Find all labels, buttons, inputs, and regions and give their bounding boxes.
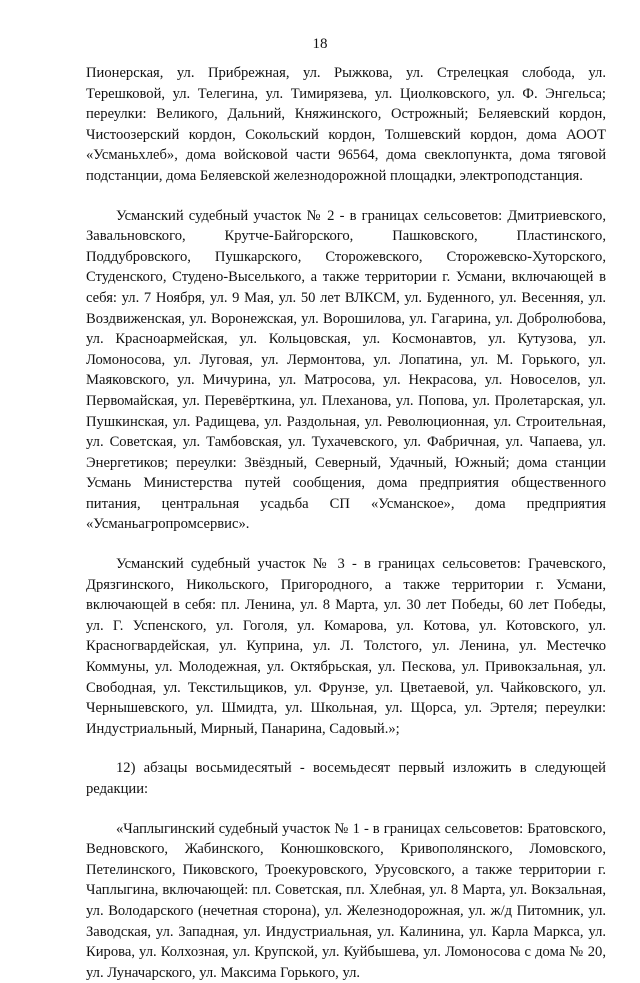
document-body xyxy=(86,63,606,983)
paragraph-continuation-streets: Пионерская, ул. Прибрежная, ул. Рыжкова, ул. Стрелецкая слобода, ул. Терешковой, ул. Телегина, ул. Тимирязева, ул. Циолковского, ул. Ф. Энгельса; переулки: Великого, Дальний, Княжинского, Острожный; Беляевский кордон, Чистоозерский кордон, Сокольский кордон, Толшевский кордон, дома АООТ «Усманьхлеб», дома войсковой части 96564, дома свеклопункта, дома тяговой подстанции, дома Беляевской железнодорожной площадки, электроподстанция. xyxy=(86,65,606,184)
paragraph-usman-district-2: Усманский судебный участок № 2 - в границах сельсоветов: Дмитриевского, Завальновского, Крутче-Байгорского, Пашковского, Пластинского, Поддубровского, Пушкарского, Сторожевского, Сторожевско-Хуторского, Студенского, Студено-Выселького, а также территории г. Усмани, включающей в себя: ул. 7 Ноября, ул. 9 Мая, ул. 50 лет ВЛКСМ, ул. Буденного, ул. Весенняя, ул. Воздвиженская, ул. Воронежская, ул. Ворошилова, ул. Гагарина, ул. Добролюбова, ул. Красноармейская, ул. Кольцовская, ул. Космонавтов, ул. Кутузова, ул. Ломоносова, ул. Луговая, ул. Лермонтова, ул. Лопатина, ул. М. Горького, ул. Маяковского, ул. Мичурина, ул. Матросова, ул. Некрасова, ул. Новоселов, ул. Первомайская, ул. Перевёрткина, ул. Плеханова, ул. Попова, ул. Пролетарская, ул. Пушкинская, ул. Радищева, ул. Раздольная, ул. Революционная, ул. Строительная, ул. Советская, ул. Тамбовская, ул. Тухачевского, ул. Фабричная, ул. Чапаева, ул. Энергетиков; переулки: Звёздный, Северный, Удачный, Южный; дома станции Усмань Министерства путей сообщения, дома предприятия общественного питания, центральная усадьба СП «Усманское», дома предприятия «Усманьагропромсервис». xyxy=(86,207,606,533)
paragraph-chaplygin-district-1: «Чаплыгинский судебный участок № 1 - в границах сельсоветов: Братовского, Ведновского, Жабинского, Конюшковского, Кривополянского, Ломовского, Петелинского, Пиковского, Троекуровского, Урусовского, а также территории г. Чаплыгина, включающей: пл. Советская, пл. Хлебная, ул. 8 Марта, ул. Вокзальная, ул. Володарского (нечетная сторона), ул. Железнодорожная, ул. ж/д Питомник, ул. Заводская, ул. Западная, ул. Индустриальная, ул. Калинина, ул. Карла Маркса, ул. Кирова, ул. Колхозная, ул. Крупской, ул. Куйбышева, ул. Ломоносова с дома № 20, ул. Луначарского, ул. Максима Горького, ул. xyxy=(86,820,606,981)
page-number: 18 xyxy=(312,36,328,52)
paragraph-amendment-12: 12) абзацы восьмидесятый - восемьдесят первый изложить в следующей редакции: xyxy=(86,760,606,797)
paragraph-usman-district-3: Усманский судебный участок № 3 - в границах сельсоветов: Грачевского, Дрязгинского, Никольского, Пригородного, а также территории г. Усмани, включающей в себя: пл. Ленина, ул. 8 Марта, ул. 30 лет Победы, 60 лет Победы, ул. Г. Успенского, ул. Гоголя, ул. Комарова, ул. Котова, ул. Котовского, ул. Красногвардейская, ул. Куприна, ул. Л. Толстого, ул. Ленина, ул. Местечко Коммуны, ул. Молодежная, ул. Октябрьская, ул. Пескова, ул. Привокзальная, ул. Свободная, ул. Текстильщиков, ул. Фрунзе, ул. Цветаевой, ул. Чайковского, ул. Чернышевского, ул. Шмидта, ул. Школьная, ул. Щорса, ул. Эртеля; переулки: Индустриальный, Мирный, Панарина, Садовый.»; xyxy=(86,556,606,737)
